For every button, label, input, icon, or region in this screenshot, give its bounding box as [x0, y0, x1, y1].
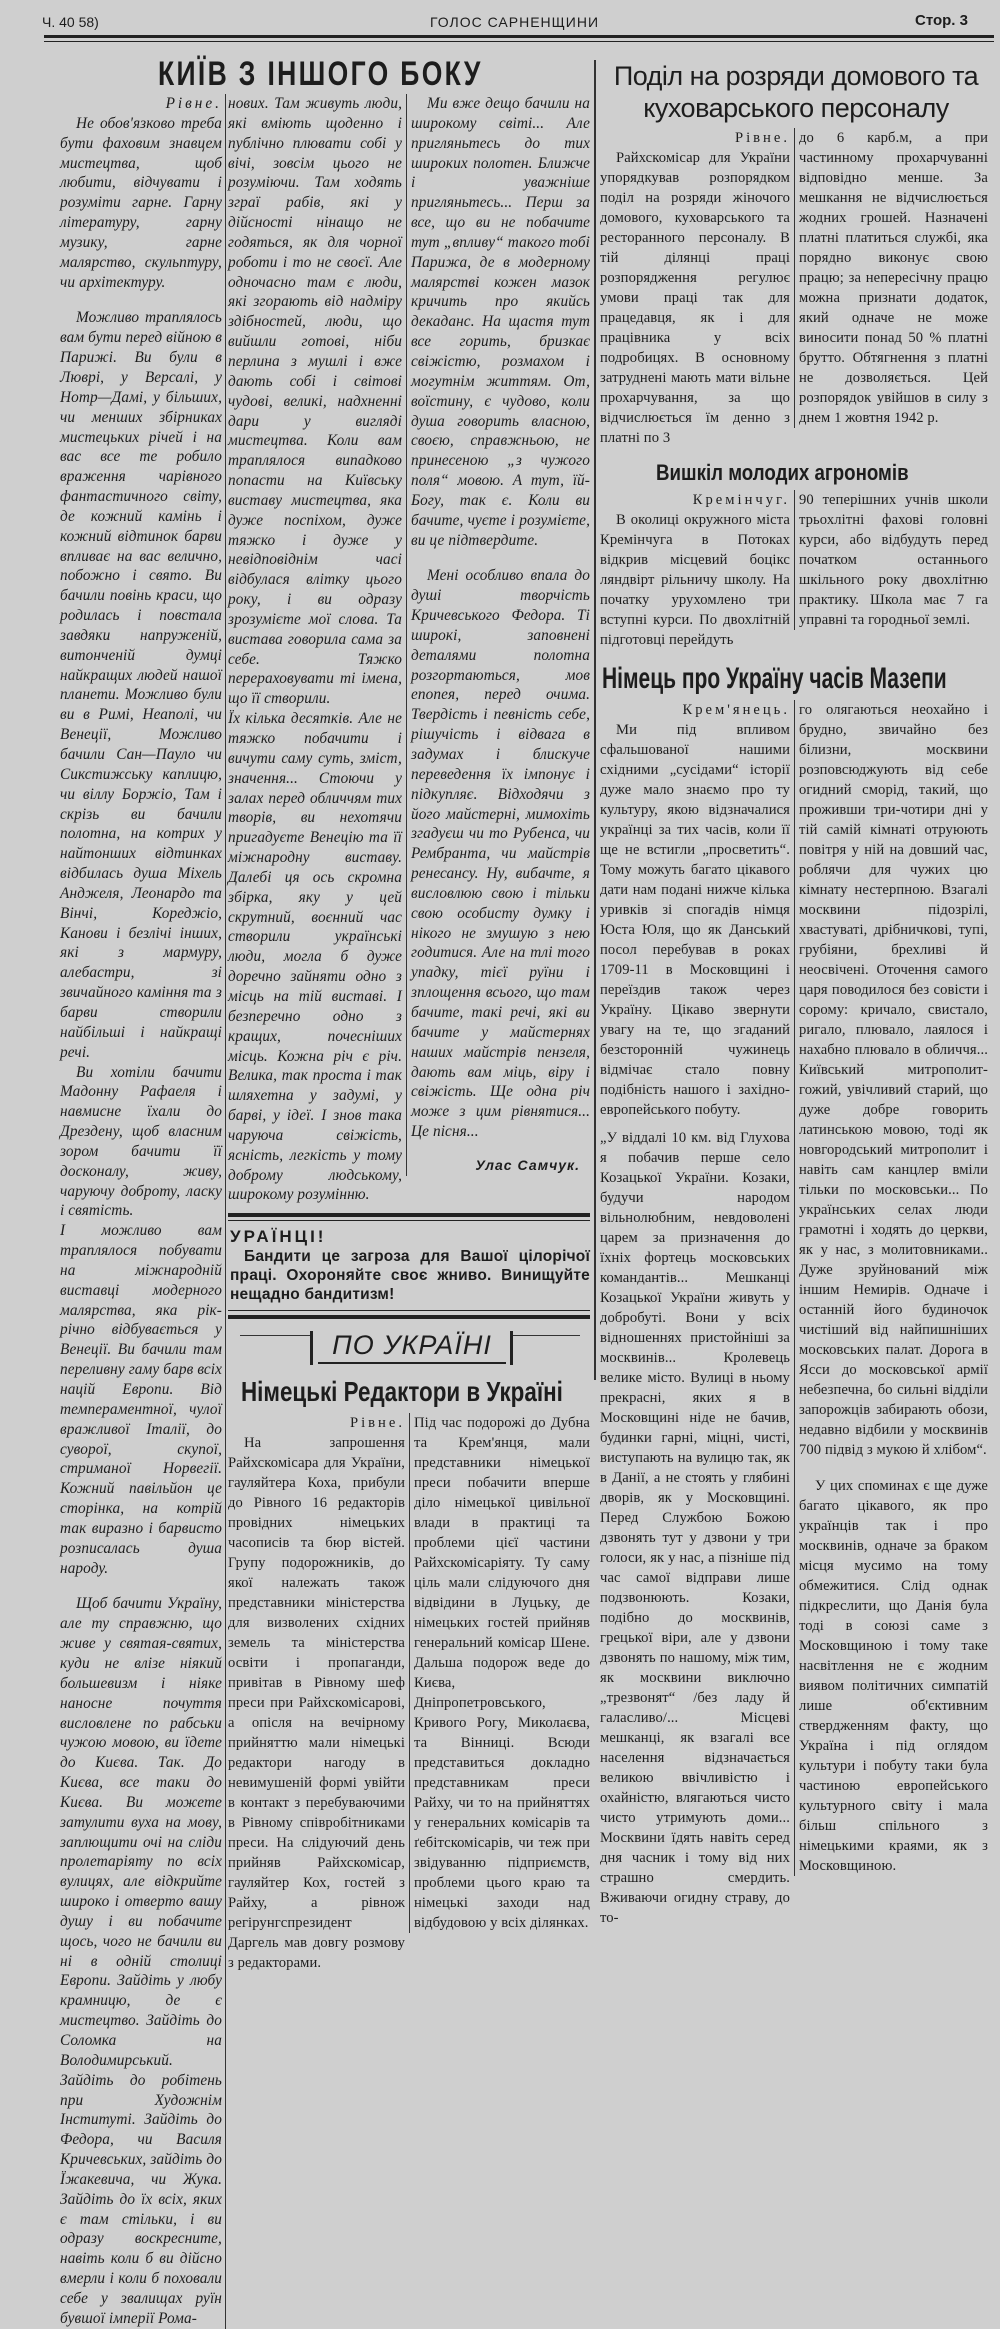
article-column	[406, 94, 590, 1176]
article2-columns	[228, 1413, 590, 1973]
paragraph: нових. Там живуть люди, які вміють щоденно і публічно плювати собі у вічі, зовсім цього не розуміючи. Там ходять зграї рабів, які у дійсності нінащо не годяться, як для чорної роботи і то не своєї. Але одночасно там є люди, які згорають від надміру здібностей, люди, що вийшли готові, ніби перлина з мушлі і вже дають собі і світові чудові, великі, надхненні дари у вигляді мистецтва. Коли вам траплялося випадково попасти на Київську виставу мистецтва, яка дуже поспіхом, дуже тяжко і дуже у невідповіднім часі відбулася влітку цього року, і ви одразу зрозумієте мої слова. Та вистава говорила сама за себе. Тяжко перераховувати ті імена, що її створили.	[228, 95, 402, 708]
article-column	[409, 1413, 590, 1933]
paragraph: Ви хотіли бачити Мадонну Рафаеля і навмисне їхали до Дрездену, щоб власним зором бачити її досконалу, живу, чаруючу доброту, ласку і святість.	[60, 1063, 222, 1220]
paragraph: го олягаються неохайно і брудно, звичайно без білизни, москвини розповсюджують від себе огидний сморід, такий, що проживши три-чотири дні у тій самій кімнаті отруюють повітря у ній на довший час, роблячи для чужих цю кімнату нестерпною. Взагалі москвини підозрілі, хвастуваті, дрібничкові, тупі, грубіяни, брехливі й неосвічені. Оточення самого царя поводилося без совісти і сорому: кричало, свистало, ригало, плювало, лаялося і нахабно плювало в обличчя... Київський митрополит-гожий, увічливий старий, що дуже добре говорить латинською мовою, тоді як новгородський митрополит і навіть сам канцлер вміли тільки по московськи... По українських селах люди грамотні і ходять до церкви, як у нас, з молитовниками.. Дуже зруйнований між іншим Немирів. Одначе і останній його будиночок чистіший від найпишніших московських палат. Дорога в Ясси до московської армії небезпечна, бо сильні відділи запорожців забирають обози, недавно відбили у москвинів 700 підвід з мукою й хлібом“.	[799, 702, 988, 1458]
article-column	[794, 700, 988, 1876]
notice-box	[230, 1227, 590, 1304]
notice-text: Бандити це загроза для Вашої цілорічої праці. Охороняйте своє жниво. Винищуйте нещадно бандитизм!	[230, 1248, 590, 1304]
section-banner	[240, 1329, 580, 1369]
dateline: Рівне.	[165, 95, 222, 112]
dateline: Рівне.	[735, 130, 790, 146]
article4-columns	[600, 490, 992, 650]
dateline: Кремінчуг.	[692, 492, 790, 508]
article-title: Поділ на розряди домового та куховарського персоналу	[613, 61, 979, 123]
paragraph: 90 теперішних учнів школи трьохлітні фахові головні курси, або відбудуть перед початком останнього шкільного року двохлітню практику. Школа має 7 га управні та городньої землі.	[799, 492, 988, 628]
paragraph: до 6 карб.м, а при частинному прохарчуванні відповідно менше. За мешкання не відчислюється жодних грошей. Назначені платні платиться службі, яка порядно виконує свою працю; за непересічну працю можна признати додаток, який одначе не може виносити понад 50 % платні брутто. Обтягнення з платні не дозволяється. Цей розпорядок увійшов в силу з днем 1 жовтня 1942 р.	[799, 130, 988, 426]
dateline: Рівне.	[350, 1415, 405, 1432]
article-title: Вишкіл молодих агрономів	[656, 460, 909, 485]
article-column	[600, 128, 794, 448]
paragraph: Можливо траплялось вам бути перед війною в Парижі. Ви були в Люврі, у Версалі, у Нотр—Дамі, у більших, чи менших збірниках мистецьких річей і на вас все те робило враження чарівного фантастичного світу, де кожний камінь і кожний відтинок барви впливає на вас велично, побожно і свято. Ви бачили повінь краси, що родилась і повстала завдяки напруженій, витонченій думці найкращих людей нашої планети. Можливо були ви в Римі, Неаполі, чи Венеції, Можливо бачили Сан—Пауло чи Сикстижську каплицю, чи віллу Боржіо, Там і скрізь ви бачили полотна, на котрих у найтонших відтинках відбилась душа Міхель Анджеля, Леонардо та Вінчі, Кореджіо, Канови і безлічі інших, які з мармуру, алебастри, зі звичайного каміння та з барви створили найбільші і найкращі речі.	[60, 309, 222, 1061]
masthead-rule-thin	[44, 41, 994, 42]
article-column	[794, 490, 988, 630]
paragraph: І можливо вам траплялося побувати на міжнародній виставці модерного малярства, яка рік-річно відбувається у Венеції. Ви бачили там переливну гаму барв всіх націй Европи. Від темпераментної, чулої вражливої Італії, до суворої, скупої, стриманої Норвегії. Кожний павільйон це сторінка, на котрій так виразно і барвисто розписалась душа народу.	[60, 1222, 222, 1577]
dateline: Крем'янець.	[682, 702, 790, 718]
article-title: Німець про Україну часів Мазепи	[602, 662, 947, 695]
paragraph: Мені особливо впала до душі творчість Кричевського Федора. Ті широкі, заповнені деталями полотна розгортаються, мов епопея, перед очима. Твердість і певність себе, рішучість і відвага в задумах і блискуче переведення їх імпонує і підкупляє. Відходячи з його майстерні, мимохіть згадуєш чи то Рубенса, чи Рембранта, чи майстрів ренесансу. Ну, вибачте, я висловлюю свою і тільки свою особисту думку і нікого не змушую з нею годитися. Але на тлі того упадку, тієї руїни і зплощення всього, що там бачите, такі речі, які ви бачите у майстернях наших майстрів пензеля, дають вам міць, віру і свіжість. Ще одна річ може з цим рівнятися... Це пісня...	[411, 567, 590, 1141]
section-rule-thin	[228, 1220, 590, 1221]
right-region	[600, 60, 992, 1928]
paragraph: Під час подорожі до Дубна та Крем'янця, мали представники німецької преси побачити вперше діло німецької цивільної влади в практиці та проблеми цієї частини Райхскомісаріяту. Ту саму ціль мали слідуючого дня відвідини в Луцьку, де німецьких гостей прийняв генеральний комісар Шене. Дальша подорож веде до Києва, Дніпропетровського, Кривого Рогу, Миколаєва, та Вінниці. Всюди представиться докладно представникам преси Райху, чи то на прийняттях у генеральних комісарів та ґебітскомісарів, чи теж при звідуванню підприємств, проблеми цього краю та німецькі заходи над відбудовою у всіх ділянках.	[414, 1415, 590, 1932]
paragraph: Ми під впливом сфальшованої нашими східними „сусідами“ історії дуже мало знаємо про ту культуру, якою відзначалися українці за тих часів, коли її ще не встигли „просветить“. Тому можуть багато цікавого дати нам подані нижче кілька уривків зі спогадів німця Юста Юля, що як Данський посол перебував в роках 1709-11 в Московщині і переїздив також через Україну. Цікаво звернути увагу на те, що згаданий безсторонній чужинець відмічає стало повну подібність нашого і західно-европейського побуту.	[600, 722, 790, 1118]
newspaper-name: ГОЛОС САРНЕНЩИНИ	[430, 14, 600, 30]
masthead-rule	[44, 35, 994, 38]
paragraph: Райхскомісар для України упорядкував розпорядком поділ на розряди жіночого домового, куховарського та ресторанного персоналу. В тій ділянці праці розпорядження регулює умови праці так для працедавця, як і для працівника у всіх подробицях. В основному затруднені мають мати вільне прохарчування, за що відчислюється їм денно з платні по 3	[600, 150, 790, 446]
article-column	[600, 490, 794, 650]
article-column	[60, 94, 226, 2329]
paragraph: В околиці окружного міста Кремінчуга в Потоках відкрив місцевий боцікс ляндвірт рільничу школу. На початку урухомлено три вступні курси. По двохлітній підготовці перейдуть	[600, 512, 790, 648]
article-column	[228, 94, 406, 1205]
section-label: ПО УКРАЇНІ	[332, 1330, 492, 1361]
article3-columns	[600, 128, 992, 448]
article1-columns	[228, 94, 590, 1205]
paragraph: Їх кілька десятків. Але не тяжко побачити і вичути саму суть, зміст, значення... Стоючи у залах перед обличчям тих творів, ви нехотячи пригадуєте Венецію та її міжнародну виставу. Далебі ця ось скромна збірка, яку у цей скрутний, воєнний час створили українські люди, могла б дуже доречно зайняти одно з місць на тій виставі. І безперечно одно з кращих, почесніших місць. Кожна річ є річ. Велика, так проста і так шляхетна у задумі, у барві, у ідеї. І знов така чаруюча свіжість, ясність, легкість у тому доброму людському, широкому розумінню.	[228, 710, 402, 1204]
section-rule	[228, 1315, 590, 1319]
article-title: КИЇВ З ІНШОГО БОКУ	[158, 55, 483, 93]
article-column	[600, 700, 794, 1928]
section-rule	[228, 1213, 590, 1217]
paragraph: „У віддалі 10 км. від Глухова я побачив перше село Козацької України. Козаки, будучи народом вільнолюбним, невдоволені царем за призначення до їхніх фортець московських командантів... Мешканці Козацької України живуть у добробуті. Вони у всіх відношеннях пристойніші за москвинів... Кролевець велике місто. Вулиці в ньому прекрасні, яких я в Московщині ніде не бачив, будинки гарні, міцні, чисті, виступають на вулицю так, як в Данії, а не стоять у глябині дворів, як у Московщині. Перед Службою Божою дзвонять тут у дзвони у три голоси, як у нас, а пізніше під час самої відправи лише подзвонюють. Козаки, подібно до москвинів, грецької віри, але у дзвони дзвонять по нашому, між тим, як москвини виключно „трезвонят“ /без ладу й галасливо/... Місцеві мешканці, як взагалі все населення відзначається великою ввічливістю і охайністю, влягаються чисто чисто утримують доми... Москвини їдять навіть серед дня часник і тому від них страшно смердить. Вживаючи огидну страву, до то-	[600, 1130, 790, 1926]
page-divider	[594, 60, 596, 1380]
paragraph: Щоб бачити Україну, але ту справжню, що живе у святая-святих, куди не влізе ніякий большевизм і ніяке наносне почуття висловлене по рабськи чужою мовою, ви їдете до Києва. Так. До Києва, все таки до Києва. Ви можете затулити вуха на мову, заплющити очі на сліди пролетаріяту по всіх вулицях, але відкрийте широко і отверто вашу душу і ви побачите щось, чого не бачили ви ні в одній столиці Европи. Зайдіть у любу крамницю, де є мистецтво. Зайдіть до Соломка на Володимирський. Зайдіть до робітень при Художнім Інституті. Зайдіть до Федора, чи Василя Кричевських, зайдіть до Їжакевича, чи Жука. Зайдіть до їх всіх, яких є там стільки, і ви одразу воскресните, навіть коли б ви дійсно вмерли і коли б поховали себе у звалищах руїн бувшої імперії Рома-	[60, 1595, 222, 2327]
article-column	[794, 128, 988, 428]
paragraph: Ми вже дещо бачили на широкому світі... Але пригляньтесь до тих широких полотен. Ближче і уважніше пригляньтесь... Перш за все, що ви не побачите тут „впливу“ такого тобі Парижа, де в модерному малярстві кожен мазок кричить про якийсь декаданс. На щастя тут все горить, бризкає свіжістю, розмахом і могутнім життям. От, воїстину, є чудово, коли душа говорить власною, своєю, справжньою, не принесеною „з чужого поля“ мовою. А тут, їй-Богу, так є. Коли ви бачите, чуєте і розумієте, ви це підтвердите.	[411, 95, 590, 549]
middle-region	[228, 94, 590, 1973]
author-signature: Улас Самчук.	[475, 1156, 580, 1173]
article-title: Німецькі Редактори в Україні	[241, 1376, 563, 1408]
article-column	[228, 1413, 409, 1973]
paragraph: На запрошення Райхскомісара для України, гауляйтера Коха, прибули до Рівного 16 редакторів провідних німецьких часописів та бюр вістей. Групу подорожників, до якої належать також представники міністерства для визволених східних земель та міністерства освіти і пропаганди, привітав в Рівному шеф преси при Райхскомісарові, а опісля на вечірному прийняттю мали німецькі редактори нагоду в невимушеній формі увійти в контакт з перебуваючими в Рівному співробітниками преси. На слідуючий день прийняв Райхскомісар, гауляйтер Кох, гостей з Райху, а рівнож регірунгспрезидент Даргель мав довгу розмову з редакторами.	[228, 1435, 405, 1972]
section-rule-thin	[228, 1310, 590, 1311]
article5-columns	[600, 700, 992, 1928]
notice-heading: УРАЇНЦІ!	[230, 1227, 327, 1247]
page-number: Стор. 3	[915, 12, 968, 29]
paragraph: У цих споминах є ще дуже багато цікавого, як про українців так і про москвинів, одначе за браком місця мусимо на тому обмежитися. Слід однак підкреслити, що Данія була тоді в союзі саме з Московщиною і тому таке насвітлення не є жодним виявом політичних симпатій лише об'єктивним ствердженням факту, що Україна і під оглядом культури і побуту таки була частиною европейського культурного світу і мала більш спільного з німецькими краями, як з Московщиною.	[799, 1478, 988, 1874]
paragraph: Не обов'язково треба бути фаховим знавцем мистецтва, щоб любити, відчувати і розуміти гарне. Гарну літературу, гарну музику, гарне малярство, скульптуру, чи архітектуру.	[60, 114, 222, 291]
issue-number: Ч. 40 58)	[42, 14, 99, 30]
